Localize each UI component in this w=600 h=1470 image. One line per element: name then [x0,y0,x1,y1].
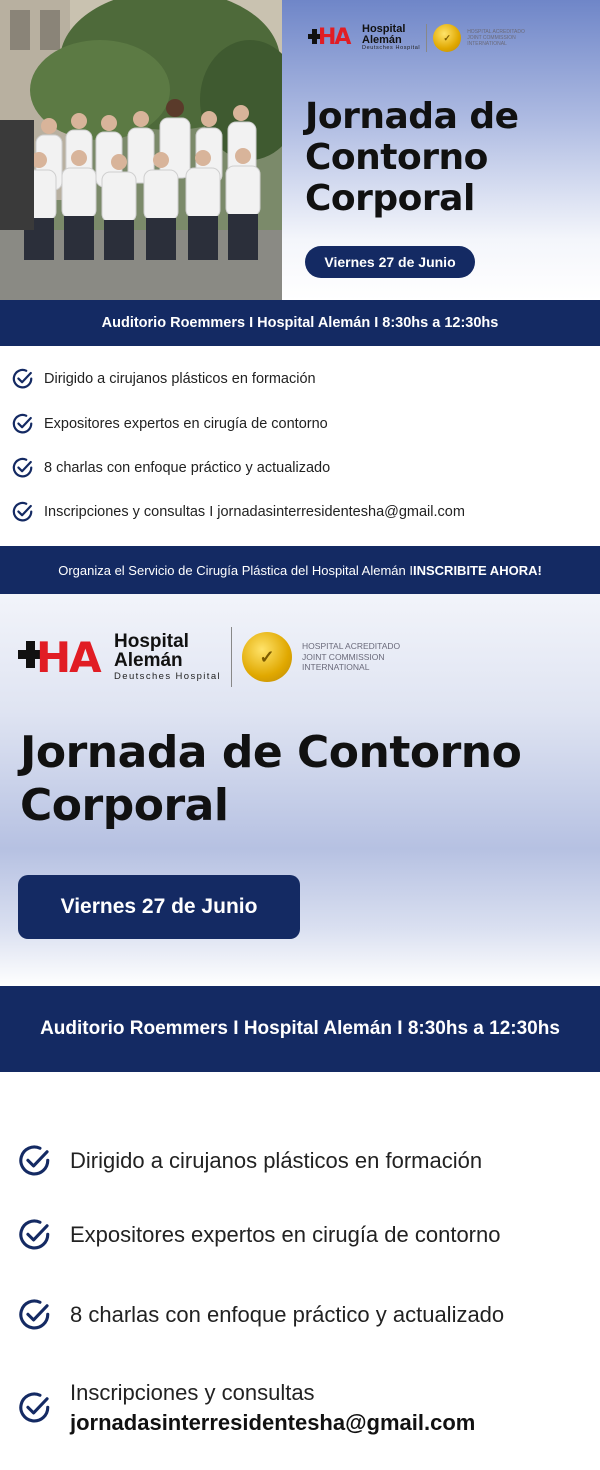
hospital-name [114,632,221,682]
list-item [12,368,316,390]
list-item-text: Dirigido a cirujanos plásticos en formación [44,371,316,387]
accreditation-line1: HOSPITAL ACREDITADO [302,641,401,652]
contact-email-link[interactable]: jornadasinterresidentesha@gmail.com [70,1410,476,1435]
organizer-text: Organiza el Servicio de Cirugía Plástica del Hospital Alemán I [58,562,413,578]
logo-divider [231,627,232,687]
list-item [12,457,330,479]
list-item-text: 8 charlas con enfoque práctico y actualizado [70,1302,505,1327]
hospital-name-line2: Alemán [114,650,183,672]
logo-divider [426,24,427,52]
hospital-name-line1: Hospital [362,23,406,36]
event-title [305,96,519,219]
list-item [12,413,328,435]
accreditation-line1: HOSPITAL ACREDITADO [467,28,525,35]
event-title-line2: Corporal [20,780,229,831]
organizer-banner [0,546,600,594]
check-circle-icon [18,1218,52,1252]
contact-label: Inscripciones y consultas [70,1380,315,1405]
hospital-name [362,24,420,52]
hospital-name-line2: Alemán [362,34,402,47]
hero-section [0,0,600,300]
check-circle-icon [18,1391,52,1425]
ha-logo-icon [18,633,110,682]
accreditation-text [467,29,525,48]
accreditation-line2: JOINT COMMISSION [302,651,385,662]
accreditation-line3: INTERNATIONAL [467,41,507,48]
feature-list-large [0,1072,600,1470]
hospital-logo [308,24,525,52]
list-item [18,1378,475,1438]
list-item [18,1144,482,1178]
list-item-text: Expositores expertos en cirugía de contorno [44,416,328,432]
register-cta[interactable]: INSCRIBITE AHORA! [413,562,542,578]
accreditation-line2: JOINT COMMISSION [467,34,516,41]
check-circle-icon [18,1144,52,1178]
event-title-line1: Jornada de Contorno [20,727,522,778]
feature-list [0,346,600,546]
event-date-badge-large: Viernes 27 de Junio [18,875,300,939]
hospital-name-line1: Hospital [114,631,189,653]
hospital-subtitle: Deutsches Hospital [114,671,222,683]
list-item-text: Dirigido a cirujanos plásticos en formación [70,1148,483,1173]
event-title-line2: Contorno [305,137,488,178]
contact-info [70,1378,475,1438]
team-photo [0,0,282,300]
ha-logo-icon [308,26,358,50]
list-item [18,1298,504,1332]
event-date-badge: Viernes 27 de Junio [305,246,475,278]
team-photo-illustration [0,0,282,300]
list-item-text: Inscripciones y consultas I jornadasinterresidentesha@gmail.com [44,504,465,520]
event-title-line1: Jornada de [305,96,519,137]
check-circle-icon [12,501,34,523]
check-circle-icon [12,457,34,479]
check-circle-icon [18,1298,52,1332]
hospital-subtitle: Deutsches Hospital [362,45,421,52]
venue-banner: Auditorio Roemmers I Hospital Alemán I 8:30hs a 12:30hs [0,300,600,346]
list-item-text: Expositores expertos en cirugía de contorno [70,1222,501,1247]
list-item-text: 8 charlas con enfoque práctico y actualizado [44,460,331,476]
accreditation-line3: INTERNATIONAL [302,662,370,673]
check-circle-icon [12,368,34,390]
ha-letters: HA [36,633,100,682]
venue-banner-large: Auditorio Roemmers I Hospital Alemán I 8:30hs a 12:30hs [0,986,600,1072]
event-title-line3: Corporal [305,178,475,219]
list-item [12,501,465,523]
ha-letters: HA [318,25,350,50]
accreditation-text [302,641,400,673]
check-circle-icon [12,413,34,435]
event-title-large [20,726,580,832]
hospital-logo-large [18,627,400,687]
list-item [18,1218,500,1252]
joint-commission-seal-icon: ✓ [242,632,292,682]
joint-commission-seal-icon: ✓ [433,24,461,52]
